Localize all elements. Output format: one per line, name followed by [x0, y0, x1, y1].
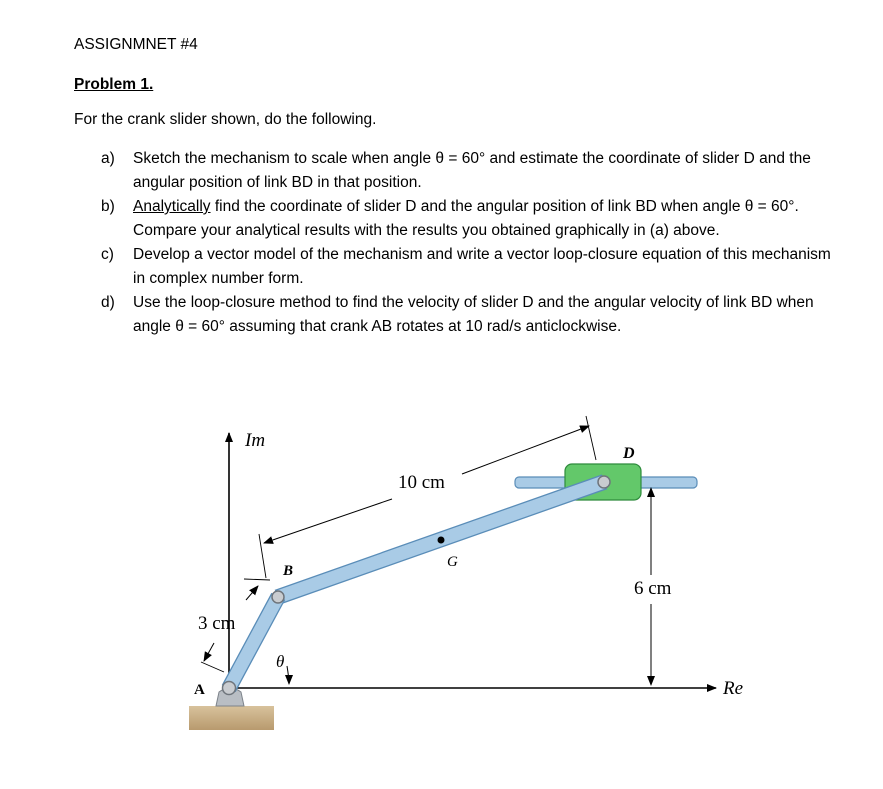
- ground-support: [189, 706, 274, 730]
- im-axis-label: Im: [245, 430, 266, 451]
- problem-intro: For the crank slider shown, do the following.: [74, 111, 377, 128]
- dim-link-ext1: [259, 534, 266, 578]
- task-text: Use the loop-closure method to find the velocity of slider D and the angular velocity of link BD when angle θ = 60° assuming that crank AB rotates at 10 rad/s anticlockwise.: [133, 294, 814, 335]
- task-text-rest: find the coordinate of slider D and the angular position of link BD when angle θ = 60°. Compare your analytical results with the results you obtained graphically in (a) above.: [133, 198, 799, 239]
- re-axis-label: Re: [723, 678, 744, 699]
- dim-crank-label: 3 cm: [198, 613, 236, 634]
- task-marker: d): [101, 294, 115, 311]
- dim-link-label: 10 cm: [398, 472, 445, 493]
- label-d: D: [623, 445, 635, 462]
- dim-crank-ext2: [201, 662, 224, 672]
- page-heading: ASSIGNMNET #4: [74, 36, 198, 53]
- task-text: Sketch the mechanism to scale when angle θ = 60° and estimate the coordinate of slider D and the angular position of link BD in that position.: [133, 150, 811, 191]
- pin-a: [223, 682, 236, 695]
- dim-crank-arrow-down: [204, 643, 214, 661]
- dim-crank-arrow-up: [246, 586, 258, 600]
- label-theta: θ: [276, 652, 285, 671]
- theta-arc: [287, 666, 289, 684]
- dim-link-arrow-left: [264, 499, 392, 543]
- label-g: G: [447, 554, 458, 570]
- task-marker: c): [101, 246, 114, 263]
- pin-d: [598, 476, 610, 488]
- label-b: B: [283, 563, 294, 579]
- task-text: Develop a vector model of the mechanism and write a vector loop-closure equation of this mechanism in complex number form.: [133, 246, 831, 287]
- task-marker: b): [101, 198, 115, 215]
- crank-ab: [223, 594, 285, 691]
- center-of-mass-g: [438, 537, 445, 544]
- label-a: A: [194, 682, 205, 698]
- task-marker: a): [101, 150, 115, 167]
- dim-crank-ext1: [244, 579, 270, 580]
- dim-height-label: 6 cm: [634, 578, 672, 599]
- dim-link-ext2: [586, 416, 596, 460]
- problem-title: Problem 1.: [74, 76, 154, 93]
- task-emphasis: Analytically: [133, 198, 211, 215]
- pin-b: [272, 591, 284, 603]
